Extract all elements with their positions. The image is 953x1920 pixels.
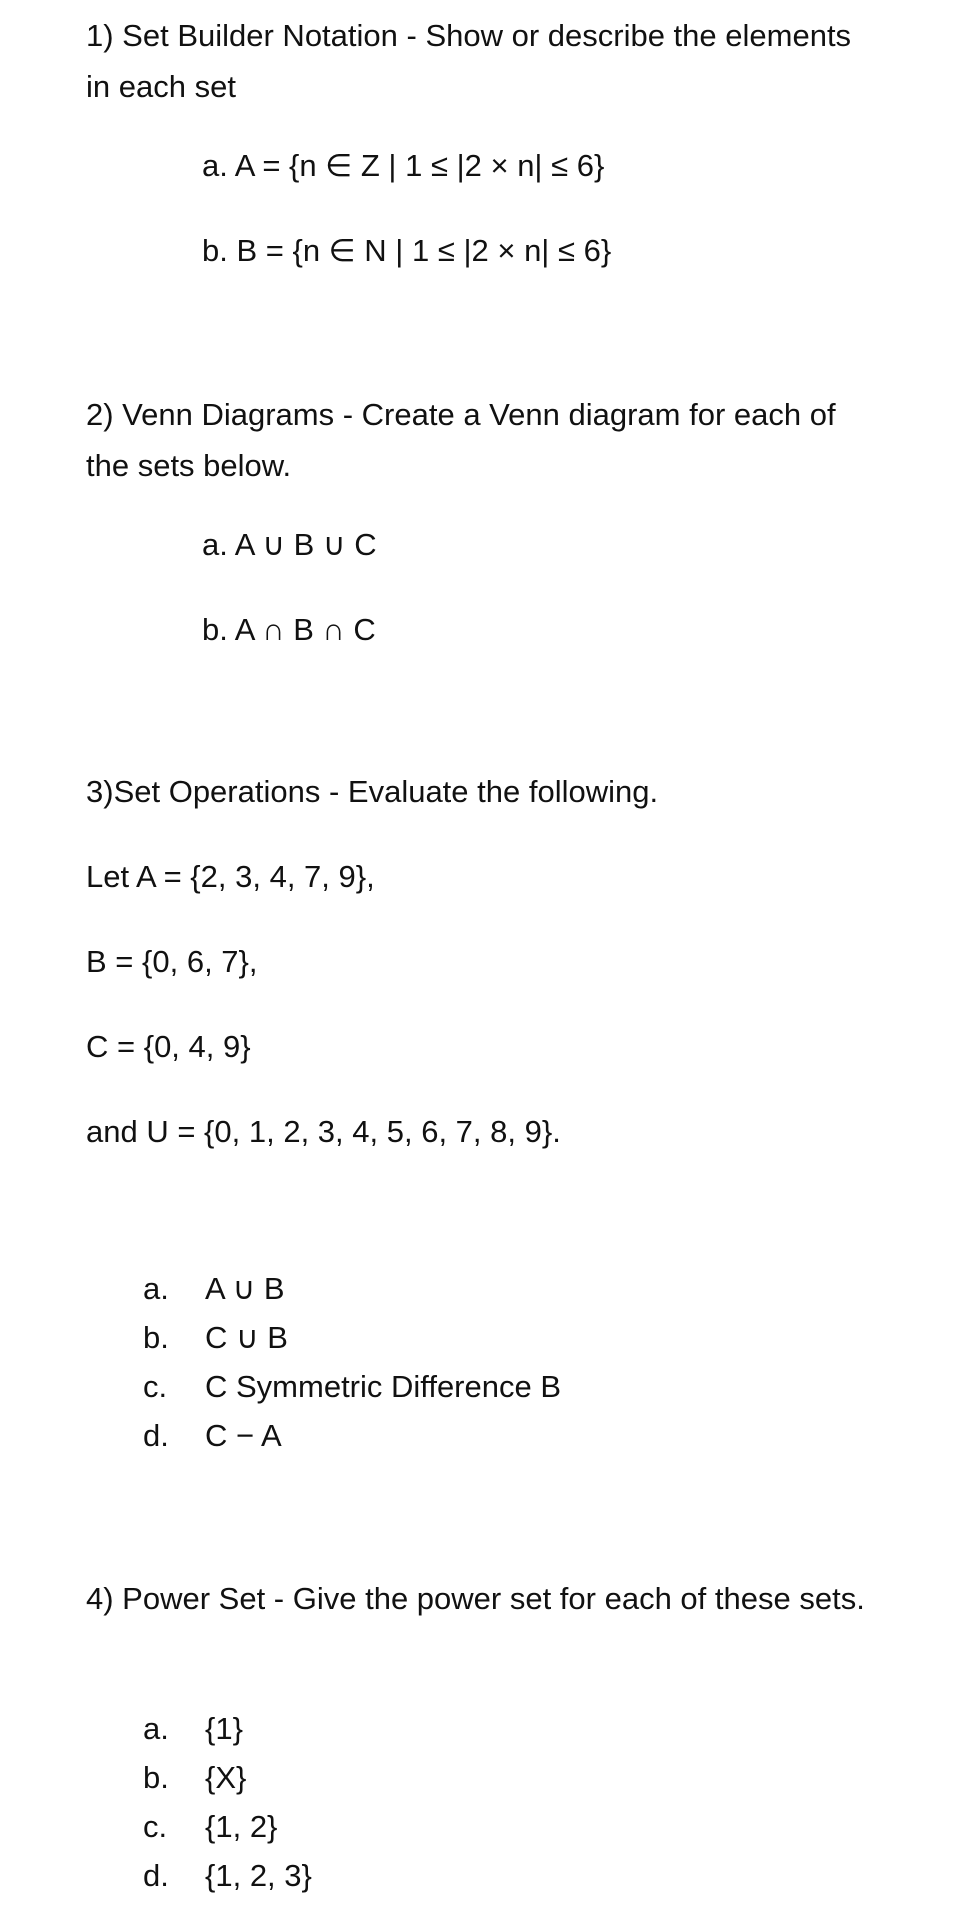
set-c-definition: C = {0, 4, 9} [86, 1029, 251, 1064]
question-2-heading: 2) Venn Diagrams - Create a Venn diagram for each of the sets below. [86, 397, 836, 483]
question-2-item-b: b. A ∩ B ∩ C [202, 612, 376, 647]
list-item-text: C − A [205, 1418, 282, 1453]
universal-set-definition: and U = {0, 1, 2, 3, 4, 5, 6, 7, 8, 9}. [86, 1114, 561, 1149]
list-item-text: C Symmetric Difference B [205, 1369, 562, 1404]
question-3-heading: 3)Set Operations - Evaluate the following. [86, 774, 659, 809]
list-item-letter: c. [143, 1809, 168, 1844]
list-item-text: {1, 2, 3} [205, 1858, 312, 1893]
list-item-text: {X} [205, 1760, 247, 1795]
question-1-item-a: a. A = {n ∈ Z | 1 ≤ |2 × n| ≤ 6} [202, 148, 605, 183]
set-b-definition: B = {0, 6, 7}, [86, 944, 258, 979]
question-2-item-a: a. A ∪ B ∪ C [202, 527, 377, 562]
question-1-heading: 1) Set Builder Notation - Show or describe the elements in each set [86, 18, 852, 104]
question-4-heading: 4) Power Set - Give the power set for each of these sets. [86, 1581, 865, 1616]
list-item-letter: b. [143, 1320, 169, 1355]
question-1-item-b: b. B = {n ∈ N | 1 ≤ |2 × n| ≤ 6} [202, 233, 612, 268]
list-item-text: {1, 2} [205, 1809, 278, 1844]
list-item-letter: a. [143, 1271, 169, 1306]
set-a-definition: Let A = {2, 3, 4, 7, 9}, [86, 859, 375, 894]
list-item-text: {1} [205, 1711, 243, 1746]
list-item-letter: a. [143, 1711, 169, 1746]
list-item-letter: c. [143, 1369, 168, 1404]
list-item-letter: d. [143, 1858, 169, 1893]
list-item-text: A ∪ B [205, 1271, 285, 1306]
list-item-letter: b. [143, 1760, 169, 1795]
list-item-text: C ∪ B [205, 1320, 288, 1355]
list-item-letter: d. [143, 1418, 169, 1453]
